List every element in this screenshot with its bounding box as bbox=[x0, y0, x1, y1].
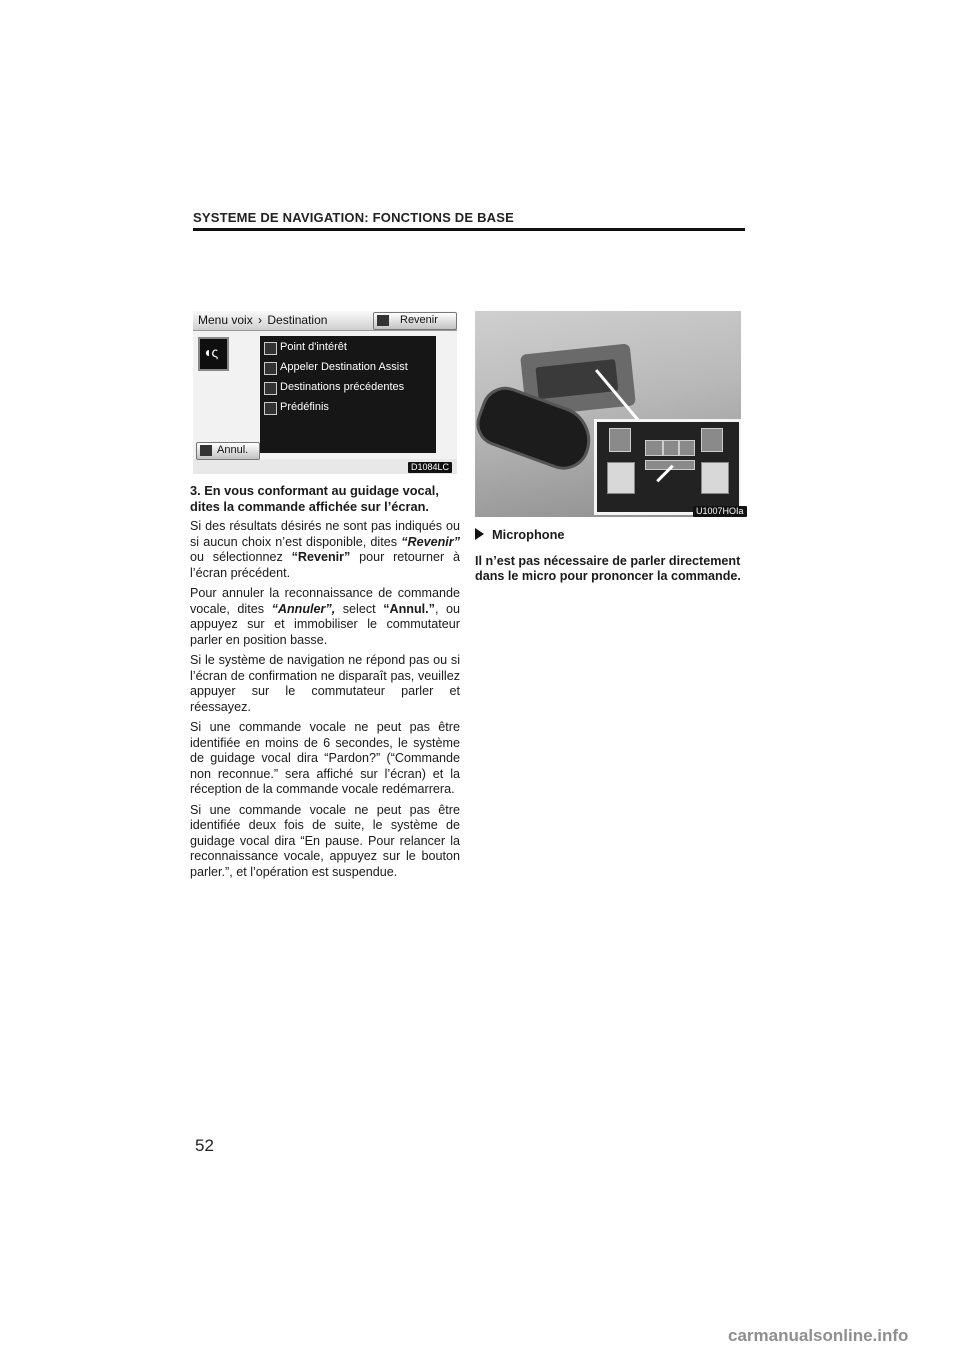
annul-button[interactable] bbox=[196, 442, 260, 460]
screen-title-bar bbox=[193, 311, 457, 331]
list-item[interactable] bbox=[264, 359, 432, 378]
list-item-label: Appeler Destination Assist bbox=[280, 361, 408, 373]
list-item-label: Point d'intérêt bbox=[280, 341, 347, 353]
chevron-right-icon: › bbox=[258, 313, 263, 327]
breadcrumb-menu-voix: Menu voix bbox=[198, 313, 253, 327]
triangle-bullet-icon bbox=[475, 528, 484, 540]
list-item[interactable] bbox=[264, 339, 432, 358]
step-heading: 3. En vous conformant au guidage vocal, dites la commande affichée sur l’écran. bbox=[190, 483, 439, 514]
paragraph: Si une commande vocale ne peut pas être identifiée en moins de 6 secondes, le système de guidage vocal dira “Pardon?” (“Commande non reconnue.” sera affiché sur l’écran) et la réception de la commande vocale redémarrera. bbox=[190, 720, 460, 796]
paragraph: Si des résultats désirés ne sont pas indiqués ou si aucun choix n’est disponible, dites “Revenir” ou sélectionnez “Revenir” pour retourner à l’écran précédent. bbox=[190, 519, 460, 580]
voice-command-icon bbox=[264, 382, 277, 395]
page-header-title: SYSTEME DE NAVIGATION: FONCTIONS DE BASE bbox=[193, 210, 514, 225]
left-column bbox=[190, 483, 460, 885]
nav-screen-figure bbox=[193, 311, 457, 474]
revenir-label: Revenir bbox=[400, 314, 438, 326]
page-number: 52 bbox=[195, 1136, 214, 1155]
voice-talk-icon: ◖ς bbox=[198, 337, 229, 371]
list-item[interactable] bbox=[264, 399, 432, 418]
paragraph: Si le système de navigation ne répond pas ou si l’écran de confirmation ne disparaît pas, veuillez appuyer sur le commutateur parler et réessayez. bbox=[190, 653, 460, 714]
microphone-caption: Microphone bbox=[475, 527, 747, 543]
list-item[interactable] bbox=[264, 379, 432, 398]
microphone-photo bbox=[475, 311, 741, 517]
list-item-label: Prédéfinis bbox=[280, 401, 329, 413]
screen-body bbox=[193, 331, 457, 459]
right-column bbox=[475, 527, 747, 585]
voice-command-icon bbox=[377, 315, 389, 326]
annul-label: Annul. bbox=[217, 444, 249, 456]
voice-command-icon bbox=[200, 445, 212, 456]
photo-figure-code: U1007HOIa bbox=[693, 506, 747, 517]
header-rule bbox=[193, 228, 745, 231]
command-list bbox=[260, 336, 436, 453]
microphone-note: Il n’est pas nécessaire de parler directement dans le micro pour prononcer la commande. bbox=[475, 553, 741, 583]
console-detail-inset bbox=[594, 419, 741, 515]
paragraph: Si une commande vocale ne peut pas être identifiée deux fois de suite, le système de guidage vocal dira “En pause. Pour relancer la reconnaissance vocale, appuyez sur le bouton parler.”, et l’opération est suspendue. bbox=[190, 802, 460, 879]
voice-command-icon bbox=[264, 402, 277, 415]
voice-command-icon bbox=[264, 342, 277, 355]
watermark: carmanualsonline.info bbox=[728, 1326, 909, 1345]
revenir-button[interactable] bbox=[373, 312, 457, 330]
paragraph: Pour annuler la reconnaissance de commande vocale, dites “Annuler”, select “Annul.”, ou appuyez sur et immobiliser le commutateur parler en position basse. bbox=[190, 586, 460, 647]
breadcrumb-destination: Destination bbox=[267, 313, 328, 327]
voice-command-icon bbox=[264, 362, 277, 375]
list-item-label: Destinations précédentes bbox=[280, 381, 405, 393]
breadcrumb bbox=[198, 313, 327, 327]
figure-code: D1084LC bbox=[408, 462, 452, 473]
